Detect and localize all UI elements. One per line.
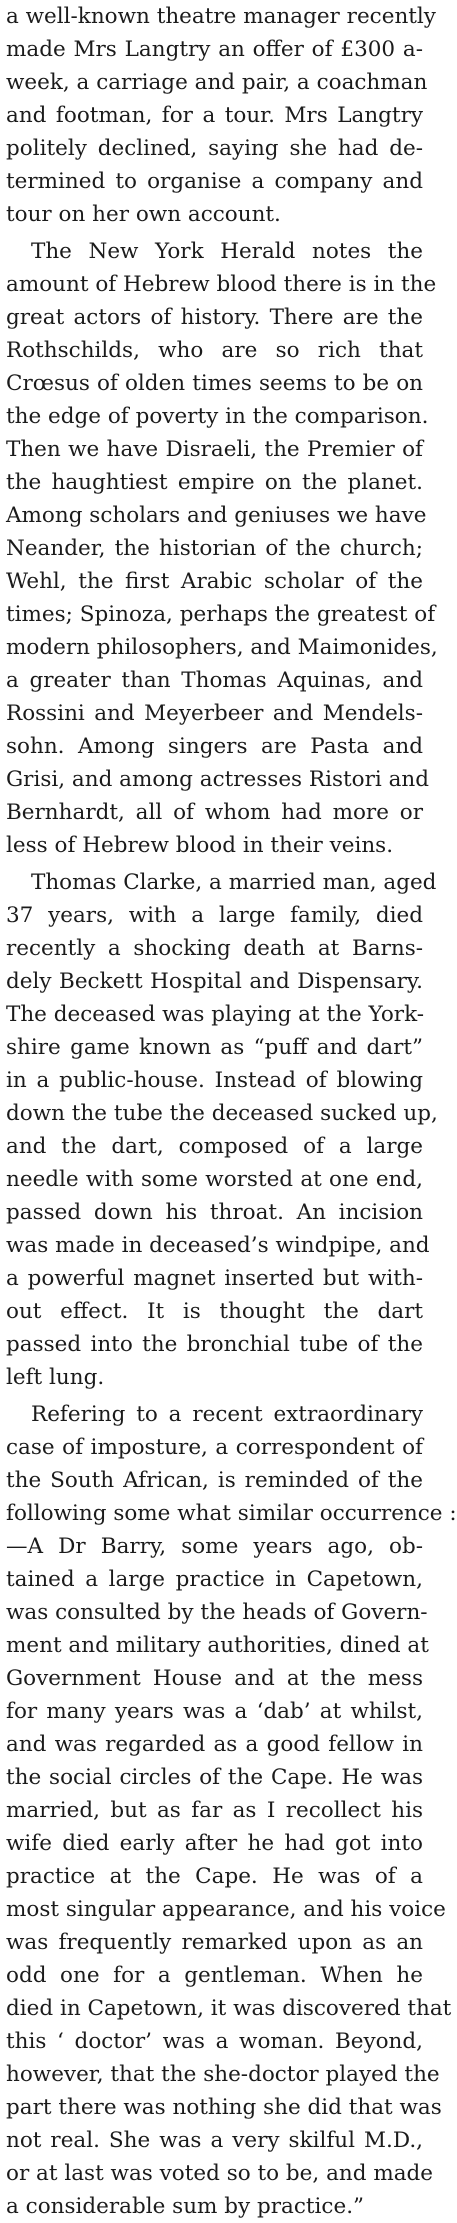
- text-line: tour on her own account.: [6, 202, 281, 227]
- text-line: out effect. It is thought the dart: [6, 1299, 423, 1324]
- article-paragraph: [6, 866, 438, 1394]
- text-line: for many years was a ‘dab’ at whilst,: [6, 1699, 423, 1724]
- text-line: a greater than Thomas Aquinas, and: [6, 668, 423, 693]
- text-line: ment and military authorities, dined at: [6, 1633, 429, 1658]
- text-line: Thomas Clarke, a married man, aged: [31, 870, 437, 895]
- text-line: practice at the Cape. He was of a: [6, 1864, 423, 1889]
- text-line: modern philosophers, and Maimonides,: [6, 635, 438, 660]
- text-line: case of imposture, a correspondent of: [6, 1435, 423, 1460]
- text-line: and was regarded as a good fellow in: [6, 1732, 423, 1757]
- text-line: recently a shocking death at Barns-: [6, 936, 423, 961]
- text-line: the social circles of the Cape. He was: [6, 1765, 423, 1790]
- text-line: Neander, the historian of the church;: [6, 536, 423, 561]
- text-line: part there was nothing she did that was: [6, 2095, 442, 2120]
- text-line: needle with some worsted at one end,: [6, 1167, 423, 1192]
- text-line: Crœsus of olden times seems to be on: [6, 371, 423, 396]
- text-line: a considerable sum by practice.”: [6, 2194, 365, 2219]
- text-line: sohn. Among singers are Pasta and: [6, 734, 423, 759]
- text-line: odd one for a gentleman. When he: [6, 1963, 423, 1988]
- text-line: down the tube the deceased sucked up,: [6, 1101, 438, 1126]
- text-line: or at last was voted so to be, and made: [6, 2161, 434, 2186]
- text-line: great actors of history. There are the: [6, 305, 423, 330]
- text-line: was frequently remarked upon as an: [6, 1930, 423, 1955]
- text-line: Among scholars and geniuses we have: [6, 503, 427, 528]
- text-line: Wehl, the first Arabic scholar of the: [6, 569, 423, 594]
- text-line: the edge of poverty in the comparison.: [6, 404, 429, 429]
- text-line: was consulted by the heads of Govern-: [6, 1600, 428, 1625]
- text-line: passed down his throat. An incision: [6, 1200, 423, 1225]
- text-line: The deceased was playing at the York-: [6, 1002, 424, 1027]
- text-line: 37 years, with a large family, died: [6, 903, 423, 928]
- text-line: wife died early after he had got into: [6, 1831, 423, 1856]
- text-line: a powerful magnet inserted but with-: [6, 1266, 423, 1291]
- text-line: a well-known theatre manager recently: [6, 4, 436, 29]
- text-line: made Mrs Langtry an offer of £300 a-: [6, 37, 423, 62]
- text-line: the haughtiest empire on the planet.: [6, 470, 423, 495]
- text-line: Bernhardt, all of whom had more or: [6, 800, 423, 825]
- text-line: the South African, is reminded of the: [6, 1468, 423, 1493]
- text-line: Grisi, and among actresses Ristori and: [6, 767, 430, 792]
- text-line: politely declined, saying she had de-: [6, 136, 423, 161]
- text-line: Refering to a recent extraordinary: [31, 1402, 423, 1427]
- text-line: this ‘ doctor’ was a woman. Beyond,: [6, 2029, 423, 2054]
- text-line: passed into the bronchial tube of the: [6, 1332, 423, 1357]
- text-line: shire game known as “puff and dart”: [6, 1035, 423, 1060]
- article-paragraph: [6, 1398, 457, 2223]
- text-line: —A Dr Barry, some years ago, ob-: [6, 1534, 423, 1559]
- text-line: Government House and at the mess: [6, 1666, 423, 1691]
- text-line: and the dart, composed of a large: [6, 1134, 423, 1159]
- text-line: termined to organise a company and: [6, 169, 423, 194]
- text-line: less of Hebrew blood in their veins.: [6, 833, 394, 858]
- text-line: left lung.: [6, 1365, 105, 1390]
- text-line: in a public-house. Instead of blowing: [6, 1068, 423, 1093]
- text-line: was made in deceased’s windpipe, and: [6, 1233, 430, 1258]
- text-line: not real. She was a very skilful M.D.,: [6, 2128, 423, 2153]
- text-line: The New York Herald notes the: [31, 239, 423, 264]
- text-line: Then we have Disraeli, the Premier of: [6, 437, 423, 462]
- text-line: following some what similar occurrence :: [6, 1501, 457, 1526]
- text-line: died in Capetown, it was discovered that: [6, 1996, 452, 2021]
- article-paragraph: [6, 235, 438, 862]
- text-line: tained a large practice in Capetown,: [6, 1567, 423, 1592]
- text-line: times; Spinoza, perhaps the greatest of: [6, 602, 436, 627]
- text-line: Rossini and Meyerbeer and Mendels-: [6, 701, 423, 726]
- text-line: amount of Hebrew blood there is in the: [6, 272, 437, 297]
- text-line: and footman, for a tour. Mrs Langtry: [6, 103, 423, 128]
- text-line: however, that the she-doctor played the: [6, 2062, 440, 2087]
- article-paragraph: [6, 0, 436, 231]
- text-line: Rothschilds, who are so rich that: [6, 338, 423, 363]
- text-line: married, but as far as I recollect his: [6, 1798, 423, 1823]
- text-line: week, a carriage and pair, a coachman: [6, 70, 428, 95]
- text-line: dely Beckett Hospital and Dispensary.: [6, 969, 423, 994]
- text-line: most singular appearance, and his voice: [6, 1897, 446, 1922]
